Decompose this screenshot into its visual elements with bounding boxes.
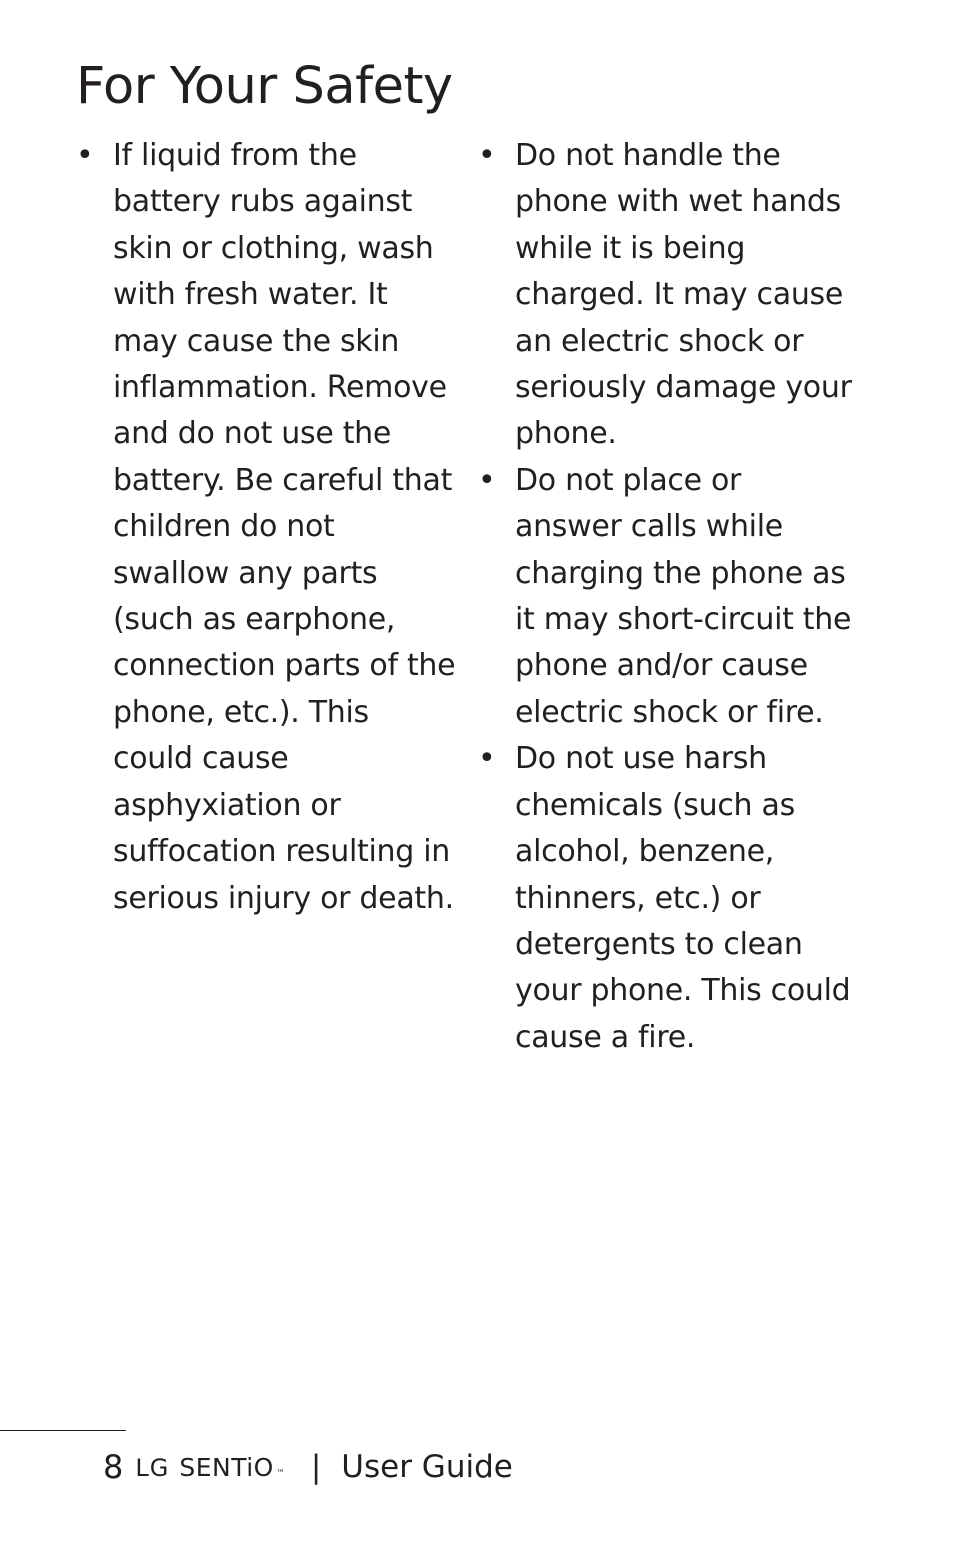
footer-divider [0,1430,126,1431]
list-item [478,458,854,736]
page-title: For Your Safety [76,57,453,116]
brand-name: LG [135,1453,170,1482]
page-number: 8 [103,1448,124,1486]
list-item [76,133,456,922]
bullet-icon: • [478,138,496,173]
list-item [478,133,854,458]
page-footer [103,1444,513,1490]
model-name: SENTiO [179,1452,274,1482]
list-item-text: Do not place or answer calls while charging the phone as it may short-circuit the phone and/or cause electric shock or fire. [515,462,852,730]
bullet-icon: • [478,741,496,777]
brand-logo [135,1453,284,1482]
bullet-icon: • [478,462,496,498]
left-column [76,133,456,922]
trademark-symbol: ™ [275,1468,285,1479]
right-column [478,133,854,1061]
list-item-text: If liquid from the battery rubs against skin or clothing, wash with fresh water. It may cause the skin inflammation. Remove and do not use the battery. Be careful that children do not swallow any parts (such as earphone, connection parts of the phone, etc.). This could cause asphyxiation or suffocation resulting in serious injury or death. [113,138,456,916]
guide-label: User Guide [341,1449,513,1485]
list-item-text: Do not use harsh chemicals (such as alcohol, benzene, thinners, etc.) or detergents to clean your phone. This could cause a fire. [515,741,851,1055]
bullet-icon: • [76,138,94,173]
list-item [478,736,854,1061]
footer-separator: | [310,1449,322,1485]
list-item-text: Do not handle the phone with wet hands while it is being charged. It may cause an electric shock or seriously damage your phone. [515,138,852,452]
